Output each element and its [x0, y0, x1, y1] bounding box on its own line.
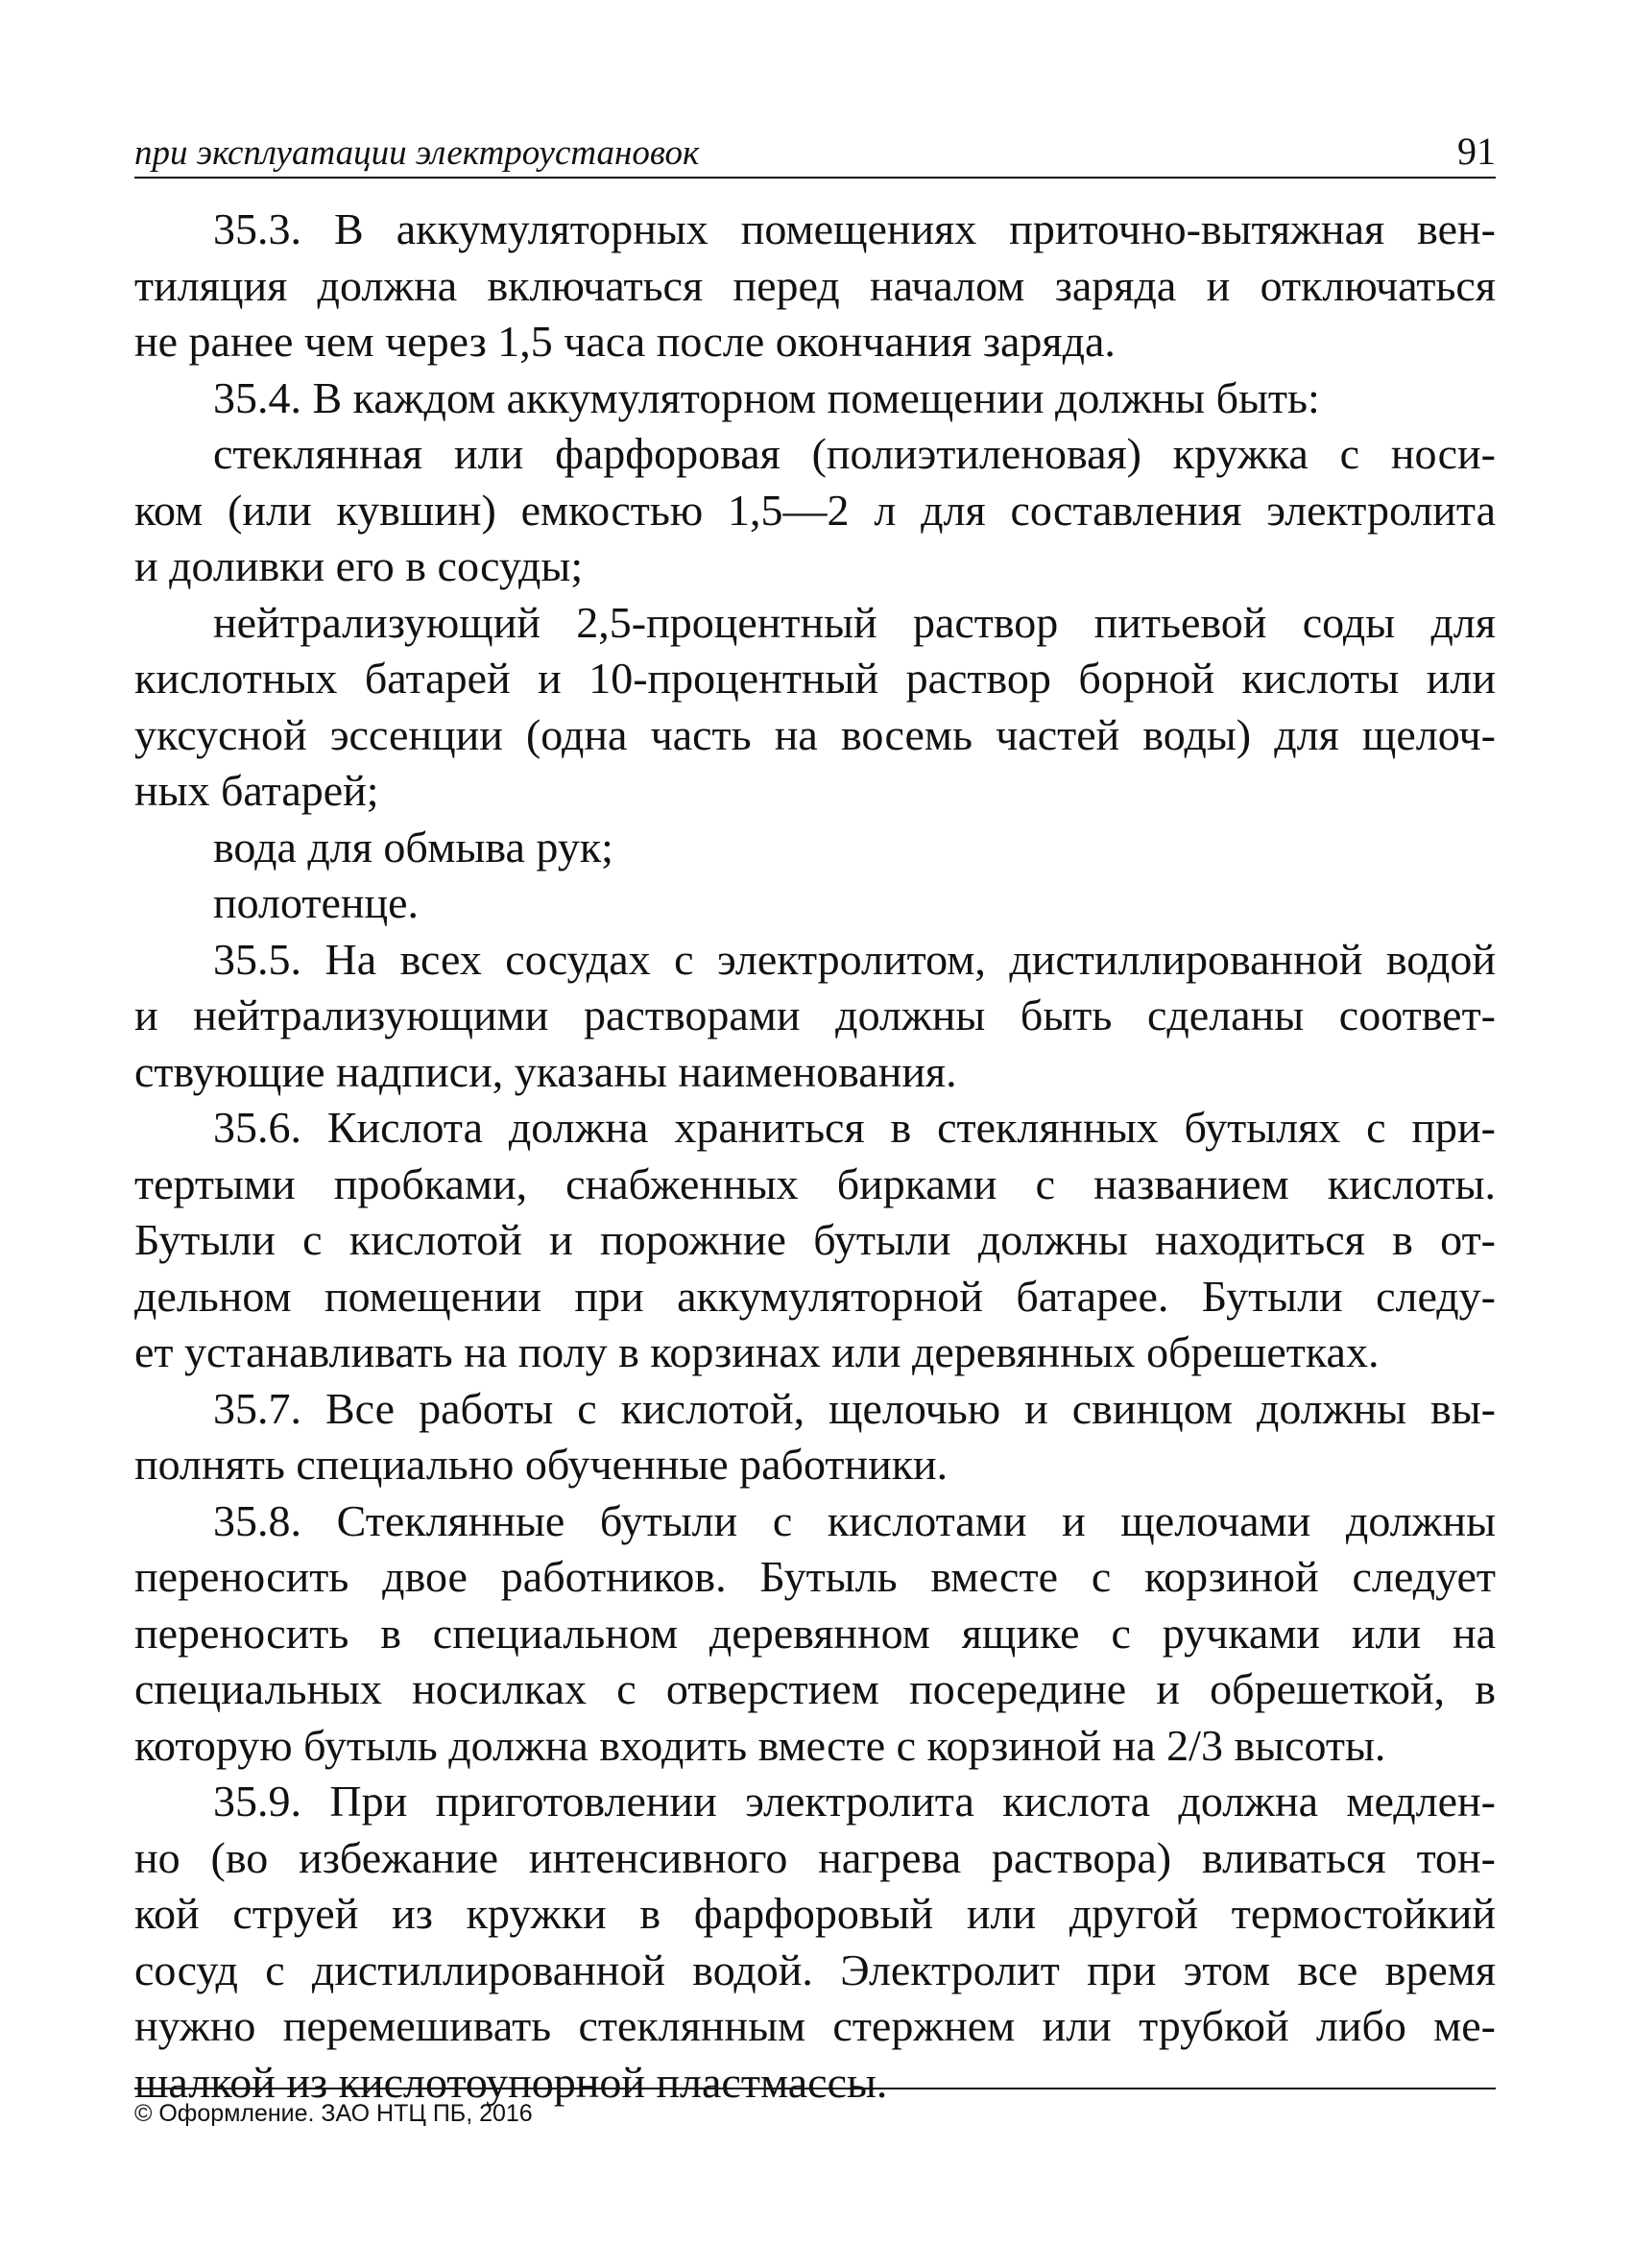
paragraph [134, 202, 1496, 370]
running-header-title: при эксплуатации электроустановок [134, 133, 700, 173]
text-line: не ранее чем через 1,5 часа после окончания заряда. [134, 317, 1116, 366]
text-line: кой струей из кружки в фарфоровый или другой термостойкий [134, 1889, 1496, 1938]
paragraph [134, 820, 1496, 876]
footer [134, 2088, 1496, 2128]
text-line: 35.9. При приготовлении электролита кислота должна медлен- [213, 1777, 1496, 1826]
paragraph [134, 932, 1496, 1101]
text-line: 35.5. На всех сосудах с электролитом, дистиллированной водой [213, 934, 1496, 984]
text-line: нейтрализующий 2,5-процентный раствор питьевой соды для [213, 597, 1496, 647]
text-line: уксусной эссенции (одна часть на восемь частей воды) для щелоч- [134, 709, 1496, 759]
text-line: и нейтрализующими растворами должны быть сделаны соответ- [134, 991, 1496, 1039]
paragraph [134, 426, 1496, 595]
text-line: тертыми пробками, снабженных бирками с названием кислоты. [134, 1158, 1496, 1208]
text-line: ствующие надписи, указаны наименования. [134, 1046, 957, 1096]
running-header [134, 123, 1496, 179]
text-line: нужно перемешивать стеклянным стержнем или трубкой либо ме- [134, 2001, 1496, 2050]
text-line: которую бутыль должна входить вместе с корзиной на 2/3 высоты. [134, 1720, 1386, 1770]
paragraph [134, 1100, 1496, 1381]
text-line: дельном помещении при аккумуляторной батарее. Бутыли следу- [134, 1271, 1496, 1321]
text-line: сосуд с дистиллированной водой. Электролит при этом все время [134, 1945, 1496, 1994]
text-line: ет устанавливать на полу в корзинах или деревянных обрешетках. [134, 1327, 1380, 1376]
text-line: полотенце. [213, 878, 420, 927]
paragraph [134, 370, 1496, 427]
text-line: но (во избежание интенсивного нагрева раствора) вливаться тон- [134, 1832, 1496, 1882]
text-line: ных батарей; [134, 766, 379, 815]
text-line: кислотных батарей и 10-процентный раствор борной кислоты или [134, 654, 1496, 703]
text-line: тиляция должна включаться перед началом заряда и отключаться [134, 260, 1496, 310]
text-line: 35.3. В аккумуляторных помещениях приточно-вытяжная вен- [213, 204, 1496, 253]
text-line: 35.7. Все работы с кислотой, щелочью и свинцом должны вы- [213, 1383, 1496, 1433]
text-line: 35.4. В каждом аккумуляторном помещении должны быть: [213, 372, 1320, 422]
text-line: 35.6. Кислота должна храниться в стеклянных бутылях с при- [213, 1103, 1496, 1152]
paragraph [134, 595, 1496, 820]
text-line: Бутыли с кислотой и порожние бутыли должны находиться в от- [134, 1215, 1496, 1264]
main-text [134, 202, 1496, 2111]
text-line: и доливки его в сосуды; [134, 541, 584, 590]
paragraph [134, 1381, 1496, 1493]
paragraph [134, 1774, 1496, 2111]
text-line: стеклянная или фарфоровая (полиэтиленовая) кружка с носи- [213, 429, 1496, 478]
page-number: 91 [1457, 130, 1496, 173]
text-line: вода для обмыва рук; [213, 822, 613, 871]
text-line: 35.8. Стеклянные бутыли с кислотами и щелочами должны [213, 1495, 1496, 1545]
text-line: специальных носилках с отверстием посередине и обрешеткой, в [134, 1664, 1496, 1713]
paragraph [134, 875, 1496, 932]
text-line: полнять специально обученные работники. [134, 1440, 949, 1489]
text-line: ком (или кувшин) емкостью 1,5—2 л для составления электролита [134, 485, 1496, 535]
copyright-notice: © Оформление. ЗАО НТЦ ПБ, 2016 [134, 2100, 533, 2127]
text-line: переносить в специальном деревянном ящике с ручками или на [134, 1608, 1496, 1658]
text-line: шалкой из кислотоупорной пластмассы. [134, 2057, 888, 2107]
paragraph [134, 1493, 1496, 1775]
text-line: переносить двое работников. Бутыль вместе с корзиной следует [134, 1552, 1496, 1601]
